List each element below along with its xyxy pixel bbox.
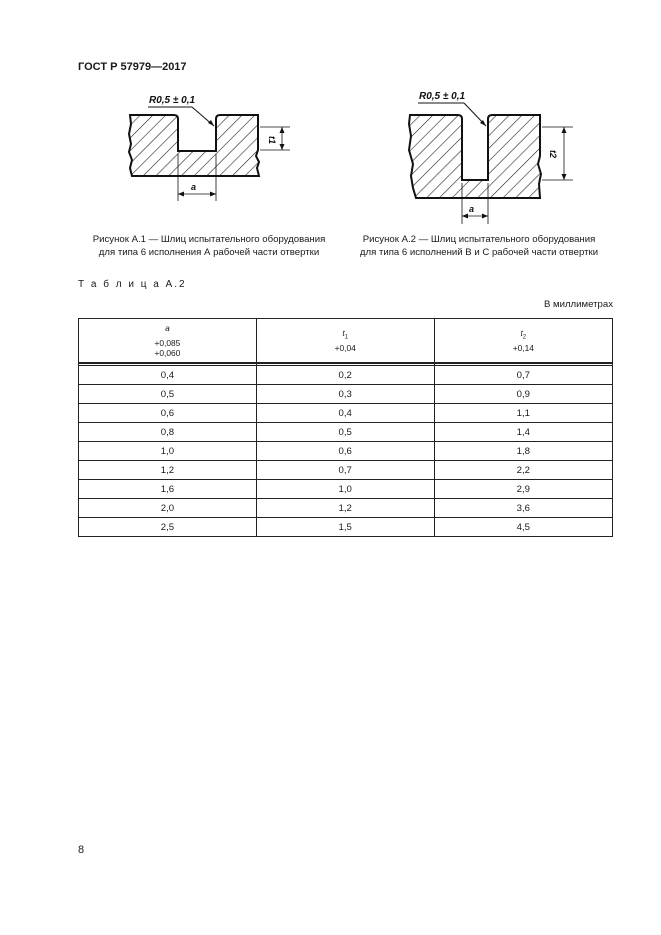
table-units: В миллиметрах [543,299,613,310]
caption-line: для типа 6 исполнения А рабочей части отвертки [98,247,320,258]
column-header-a: a +0,085 +0,060 [79,319,257,364]
table-row [79,442,613,461]
table-cell: 0,7 [256,461,434,480]
table-row [79,366,613,385]
figure-a1-a-label: a [191,182,197,192]
table-title: Т а б л и ц а А.2 [78,279,187,290]
table-row [79,423,613,442]
figure-a1-caption [78,233,340,259]
figure-a2-t2-label: t2 [548,150,558,159]
table-cell: 1,2 [79,461,257,480]
table-cell: 0,8 [79,423,257,442]
table-row [79,480,613,499]
figure-a1-t1-label: t1 [267,136,277,145]
table-cell: 1,8 [434,442,612,461]
table-cell: 1,2 [256,499,434,518]
table-cell: 0,4 [79,366,257,385]
table-header-row [79,319,613,364]
figure-a1-drawing [118,86,308,206]
table-row [79,385,613,404]
caption-line: Рисунок А.2 — Шлиц испытательного оборудования [362,234,596,245]
table-cell: 0,2 [256,366,434,385]
table-cell: 1,0 [79,442,257,461]
caption-line: для типа 6 исполнений В и С рабочей части отвертки [359,247,599,258]
page-number: 8 [78,844,85,856]
figure-a2-drawing [398,86,588,226]
column-header-t1: $t_1$ +0,04 [256,319,434,364]
table-row [79,461,613,480]
table-cell: 2,2 [434,461,612,480]
table-cell: 4,5 [434,518,612,537]
table-row [79,518,613,537]
table-cell: 0,4 [256,404,434,423]
table-cell: 0,3 [256,385,434,404]
table-row [79,404,613,423]
figure-a2-caption [345,233,613,259]
column-header-t2: $t_2$ +0,14 [434,319,612,364]
figure-a1-radius-label: R0,5 ± 0,1 [149,95,196,106]
table-cell: 0,6 [79,404,257,423]
table-cell: 2,5 [79,518,257,537]
table-cell: 0,9 [434,385,612,404]
table-cell: 0,7 [434,366,612,385]
figure-a2-a-label: a [469,204,475,214]
caption-line: Рисунок А.1 — Шлиц испытательного оборудования [92,234,326,245]
table-cell: 2,0 [79,499,257,518]
table-cell: 0,5 [256,423,434,442]
table-cell: 3,6 [434,499,612,518]
table-cell: 0,5 [79,385,257,404]
table-row [79,499,613,518]
table-cell: 2,9 [434,480,612,499]
table-cell: 1,1 [434,404,612,423]
table-cell: 1,5 [256,518,434,537]
table-cell: 1,0 [256,480,434,499]
figure-a2-radius-label: R0,5 ± 0,1 [419,91,466,102]
table-cell: 0,6 [256,442,434,461]
table-cell: 1,4 [434,423,612,442]
document-header: ГОСТ Р 57979—2017 [78,61,187,73]
data-table [78,318,613,537]
table-cell: 1,6 [79,480,257,499]
